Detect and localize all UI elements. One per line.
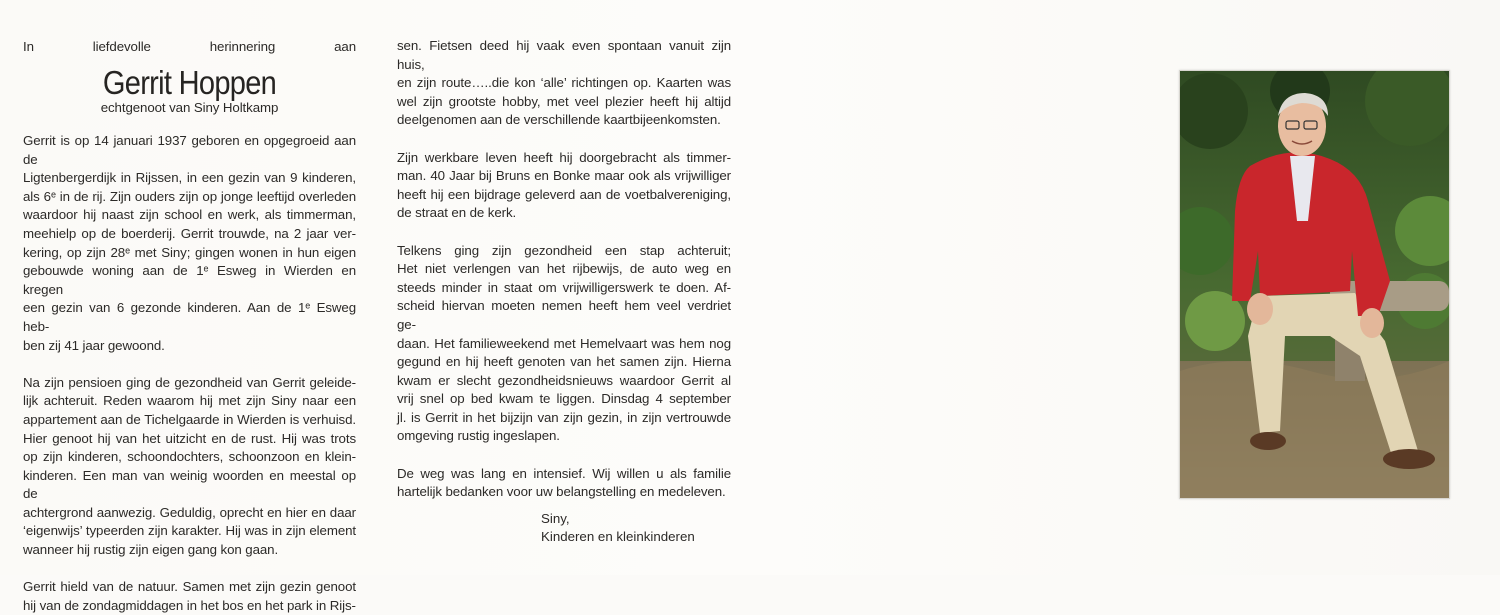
paragraph-nature xyxy=(23,578,356,615)
text-line: lijk achteruit. Reden waarom hij met zijn Siny naar een xyxy=(23,393,356,409)
paragraph-retirement xyxy=(23,374,356,560)
spouse-line: echtgenoot van Siny Holtkamp xyxy=(100,100,279,115)
text-line: kering, op zijn 28ᵉ met Siny; gingen wonen in hun eigen xyxy=(23,244,356,260)
text-line: heeft hij een bijdrage geleverd aan de voetbalvereniging, xyxy=(397,186,731,202)
text-line: appartement aan de Tichelgaarde in Wierden is verhuisd. xyxy=(23,411,356,427)
text-line: gebouwde woning aan de 1ᵉ Esweg in Wierden en kregen xyxy=(23,263,356,297)
text-line: Zijn werkbare leven heeft hij doorgebracht als timmer- xyxy=(397,149,731,165)
text-line: hartelijk bedanken voor uw belangstelling en medeleven. xyxy=(397,484,726,500)
text-line: kwam er slecht gezondheidsnieuws waardoor Gerrit al xyxy=(397,372,731,388)
portrait-photo-icon xyxy=(1180,71,1449,498)
text-line: daan. Het familieweekend met Hemelvaart was hem nog xyxy=(397,335,731,351)
text-line: als 6ᵉ in de rij. Zijn ouders zijn op jonge leeftijd overleden xyxy=(23,188,356,204)
text-line: waardoor hij naast zijn school en werk, als timmerman, xyxy=(23,207,356,223)
text-line: Telkens ging zijn gezondheid een stap achteruit; xyxy=(397,242,731,258)
paragraph-life xyxy=(23,132,356,355)
left-column xyxy=(23,38,356,615)
text-line: op zijn kinderen, schoondochters, schoonzoon en klein- xyxy=(23,449,356,465)
text-line: deelgenomen aan de verschillende kaartbijeenkomsten. xyxy=(397,112,721,128)
text-line: Het niet verlengen van het rijbewijs, de auto weg en xyxy=(397,261,731,277)
deceased-name: Gerrit Hoppen xyxy=(102,64,277,101)
text-line: steeds minder in staat om vrijwilligerswerk te doen. Af- xyxy=(397,279,731,295)
portrait-photo xyxy=(1179,70,1450,499)
text-line: ‘eigenwijs’ typeerden zijn karakter. Hij was in zijn element xyxy=(23,523,356,539)
text-line: wel zijn grootste hobby, met veel plezier heeft hij altijd xyxy=(397,93,731,109)
signature-line-1: Siny, xyxy=(541,511,570,526)
text-line: De weg was lang en intensief. Wij willen u als familie xyxy=(397,465,731,481)
text-line: hij van de zondagmiddagen in het bos en het park in Rijs- xyxy=(23,597,356,613)
intro-text: In liefdevolle herinnering aan xyxy=(23,39,356,54)
paragraph-thanks xyxy=(397,465,731,502)
text-line: en zijn route…..die kon ‘alle’ richtingen op. Kaarten was xyxy=(397,75,731,91)
text-line: Gerrit hield van de natuur. Samen met zijn gezin genoot xyxy=(23,579,356,595)
text-line: sen. Fietsen deed hij vaak even spontaan vanuit zijn huis, xyxy=(397,38,731,72)
text-line: kinderen. Een man van weinig woorden en meestal op de xyxy=(23,467,356,502)
text-line: Ligtenbergerdijk in Rijssen, in een gezin van 9 kinderen, xyxy=(23,170,356,186)
text-line: Na zijn pensioen ging de gezondheid van Gerrit geleide- xyxy=(23,374,356,390)
text-line: ben zij 41 jaar gewoond. xyxy=(23,337,165,353)
text-line: de straat en de kerk. xyxy=(397,205,517,221)
text-line: een gezin van 6 gezonde kinderen. Aan de 1ᵉ Esweg heb- xyxy=(23,300,356,334)
paragraph-hobbies xyxy=(397,37,731,130)
text-line: jl. is Gerrit in het bijzijn van zijn gezin, in zijn vertrouwde xyxy=(397,409,731,425)
paragraph-health xyxy=(397,242,731,447)
text-line: omgeving rustig ingeslapen. xyxy=(397,428,560,444)
paragraph-work xyxy=(397,149,731,223)
text-line: meehielp op de boerderij. Gerrit trouwde, na 2 jaar ver- xyxy=(23,225,356,241)
text-line: achtergrond aanwezig. Geduldig, oprecht en hier en daar xyxy=(23,504,356,520)
text-line: wanneer hij rustig zijn eigen gang kon gaan. xyxy=(23,542,279,558)
middle-column xyxy=(397,37,731,502)
text-line: man. 40 Jaar bij Bruns en Bonke maar ook als vrijwilliger xyxy=(397,168,731,184)
text-line: vrij snel op bed kwam te liggen. Dinsdag 4 september xyxy=(397,391,731,407)
text-line: scheid hiervan moeten nemen heeft hem veel verdriet ge- xyxy=(397,298,731,332)
text-line: gegund en hij heeft genoten van het samen zijn. Hierna xyxy=(397,354,731,370)
text-line: Hier genoot hij van het uitzicht en de rust. Hij was trots xyxy=(23,430,356,446)
text-line: Gerrit is op 14 januari 1937 geboren en opgegroeid aan de xyxy=(23,133,356,167)
signature xyxy=(541,510,695,546)
signature-line-2: Kinderen en kleinkinderen xyxy=(541,529,695,544)
